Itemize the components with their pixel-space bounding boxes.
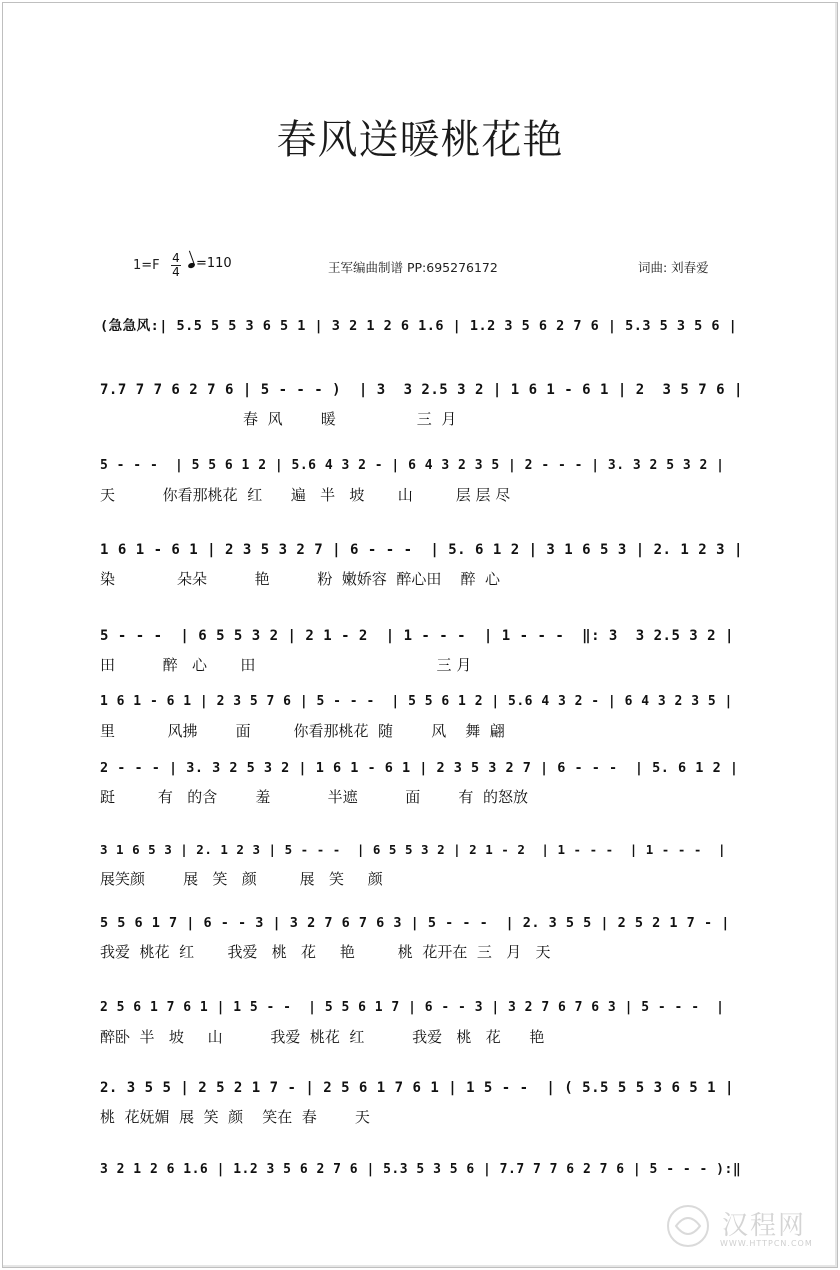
notation-line: 7.7 7 7 6 2 7 6 | 5 - - - ) | 3 3 2.5 3 2 | 1 6 1 - 6 1 | 2 3 5 7 6 | [100, 382, 743, 398]
notation-line: 3 2 1 2 6 1.6 | 1.2 3 5 6 2 7 6 | 5.3 5 3 5 6 | 7.7 7 7 6 2 7 6 | 5 - - - ):‖ [100, 1162, 742, 1177]
notation-line: 5 5 6 1 7 | 6 - - 3 | 3 2 7 6 7 6 3 | 5 - - - | 2. 3 5 5 | 2 5 2 1 7 - | [100, 915, 730, 931]
lyric-line: 跹 有 的含 羞 半遮 面 有 的怒放 [100, 788, 528, 806]
key-signature: 1=F [133, 258, 160, 273]
notation-line: 2. 3 5 5 | 2 5 2 1 7 - | 2 5 6 1 7 6 1 | 1 5 - - | ( 5.5 5 5 3 6 5 1 | [100, 1080, 734, 1096]
notation-line: 5 - - - | 6 5 5 3 2 | 2 1 - 2 | 1 - - - | 1 - - - ‖: 3 3 2.5 3 2 | [100, 628, 734, 644]
notation-line: 1 6 1 - 6 1 | 2 3 5 7 6 | 5 - - - | 5 5 6 1 2 | 5.6 4 3 2 - | 6 4 3 2 3 5 | [100, 694, 733, 709]
watermark-url: WWW.HTTPCN.COM [720, 1239, 813, 1248]
watermark-logo-icon [648, 1196, 828, 1256]
lyric-line: 天 你看那桃花 红 遍 半 坡 山 层 层 尽 [100, 486, 511, 504]
lyric-line: 染 朵朵 艳 粉 嫩娇容 醉心田 醉 心 [100, 570, 501, 588]
notation-line: 3 1 6 5 3 | 2. 1 2 3 | 5 - - - | 6 5 5 3 2 | 2 1 - 2 | 1 - - - | 1 - - - | [100, 842, 726, 857]
lyric-line: 春 风 暖 三 月 [100, 410, 457, 428]
song-title: 春风送暖桃花艳 [276, 117, 564, 163]
lyric-line: 里 风拂 面 你看那桃花 随 风 舞 翩 [100, 722, 505, 740]
lyricist-composer-credit: 词曲: 刘春爱 [638, 260, 709, 275]
notation-line: 1 6 1 - 6 1 | 2 3 5 3 2 7 | 6 - - - | 5. 6 1 2 | 3 1 6 5 3 | 2. 1 2 3 | [100, 542, 743, 558]
lyric-line: 桃 花妩媚 展 笑 颜 笑在 春 天 [100, 1108, 370, 1126]
tempo-marking [188, 256, 232, 271]
arranger-credit: 王军编曲制谱 PP:695276172 [328, 260, 498, 275]
lyric-line: 醉卧 半 坡 山 我爱 桃花 红 我爱 桃 花 艳 [100, 1028, 545, 1046]
watermark-text: 汉程网 [722, 1211, 807, 1241]
quarter-note-icon [187, 262, 195, 269]
time-signature-top: 4 [172, 251, 180, 265]
time-signature [170, 252, 182, 279]
lyric-line: 田 醉 心 田 三 月 [100, 656, 472, 674]
notation-line: 2 - - - | 3. 3 2 5 3 2 | 1 6 1 - 6 1 | 2 3 5 3 2 7 | 6 - - - | 5. 6 1 2 | [100, 760, 739, 776]
time-signature-bottom: 4 [172, 265, 180, 279]
notation-line: 2 5 6 1 7 6 1 | 1 5 - - | 5 5 6 1 7 | 6 - - 3 | 3 2 7 6 7 6 3 | 5 - - - | [100, 1000, 725, 1015]
notation-line: 5 - - - | 5 5 6 1 2 | 5.6 4 3 2 - | 6 4 3 2 3 5 | 2 - - - | 3. 3 2 5 3 2 | [100, 458, 725, 473]
lyric-line: 我爱 桃花 红 我爱 桃 花 艳 桃 花开在 三 月 天 [100, 943, 551, 961]
tempo-value: =110 [196, 256, 232, 271]
notation-line: (急急风:| 5.5 5 5 3 6 5 1 | 3 2 1 2 6 1.6 | 1.2 3 5 6 2 7 6 | 5.3 5 3 5 6 | [100, 318, 738, 334]
lyric-line: 展笑颜 展 笑 颜 展 笑 颜 [100, 870, 383, 888]
